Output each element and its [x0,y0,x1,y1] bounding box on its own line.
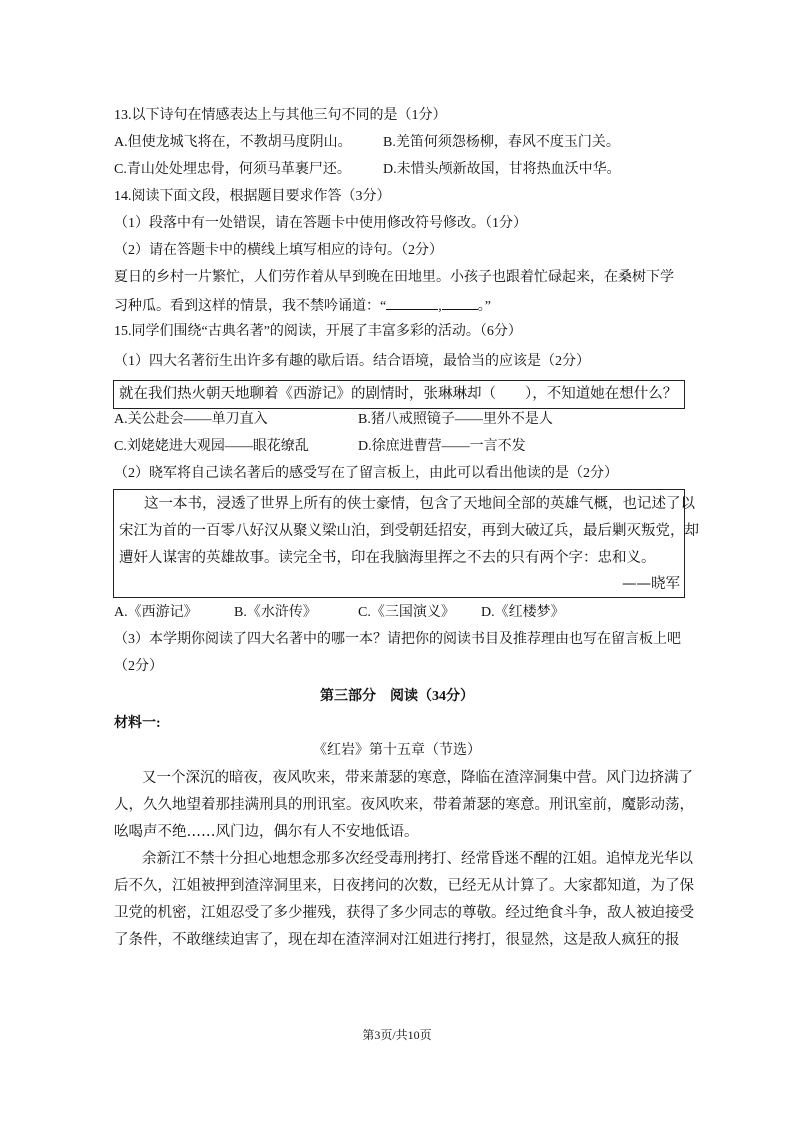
q14-paragraph-line2-start: 习种瓜。看到这样的情景，我不禁吟诵道：“ [114,299,387,314]
q15-1-option-b: B.猪八戒照镜子——里外不是人 [358,412,553,427]
article-title: 《红岩》第十五章（节选） [313,743,481,758]
q14-stem: 14.阅读下面文段，根据题目要求作答（3分） [114,189,391,204]
message-board-line1: 这一本书，浸透了世界上所有的侠士豪情，包含了天地间全部的英雄气概，也记述了以 [144,496,695,512]
q15-1-option-c: C.刘姥姥进大观园——眼花缭乱 [114,439,309,454]
article-p2-line3: 卫党的机密，江姐忍受了多少摧残，获得了多少同志的尊敬。经过绝食斗争，敌人被迫接受 [114,905,694,921]
message-board-box [113,489,699,598]
part3-heading: 第三部分 阅读（34分） [320,689,474,704]
q15-stem: 15.同学们围绕“古典名著”的阅读，开展了丰富多彩的活动。（6分） [114,324,522,339]
q15-2-option-c: C.《三国演义》 [358,605,455,620]
article-p2-line1: 余新江不禁十分担心地想念那多次经受毒刑拷打、经常昏迷不醒的江姐。追悼龙光华以 [142,851,693,867]
q14-paragraph-line2 [114,295,491,317]
q15-sub3-line2: （2分） [114,659,163,674]
q14-sub1: （1）段落中有一处错误，请在答题卡中使用修改符号修改。（1分） [114,216,527,231]
message-board-signature: ——晓军 [622,576,680,592]
article-p1-line1: 又一个深沉的暗夜，夜风吹来，带来萧瑟的寒意，降临在渣滓洞集中营。风门边挤满了 [142,770,693,786]
article-p2-line4: 了条件，不敢继续迫害了，现在却在渣滓洞对江姐进行拷打，很显然，这是敌人疯狂的报 [114,932,680,948]
message-board-line3: 遭奸人谋害的英雄故事。读完全书，印在我脑海里挥之不去的只有两个字：忠和义。 [119,550,656,566]
q15-sub3-line1: （3）本学期你阅读了四大名著中的哪一本？请把你的阅读书目及推荐理由也写在留言板上吧 [114,632,681,647]
context-box-1-text: 就在我们热火朝天地聊着《西游记》的剧情时，张琳琳却（ ），不知道她在想什么？ [119,386,678,402]
q14-paragraph-line2-end: 。” [477,299,491,314]
message-board-line2: 宋江为首的一百零八好汉从聚义梁山泊，到受朝廷招安，再到大破辽兵，最后剿灭叛党，却 [119,523,699,539]
article-p2-line2: 后不久，江姐被押到渣滓洞里来，日夜拷问的次数，已经无从计算了。大家都知道，为了保 [114,878,694,894]
q13-option-b: B.羌笛何须怨杨柳，春风不度玉门关。 [383,135,620,150]
q15-2-option-d: D.《红楼梦》 [481,605,565,620]
context-box-1 [113,380,685,409]
q13-option-c: C.青山处处埋忠骨，何须马革裹尸还。 [114,162,351,177]
q15-2-option-b: B.《水浒传》 [234,605,317,620]
q14-sub2: （2）请在答题卡中的横线上填写相应的诗句。（2分） [114,243,443,258]
q13-option-a: A.但使龙城飞将在，不教胡马度阴山。 [114,135,352,150]
q13-stem: 13.以下诗句在情感表达上与其他三句不同的是（1分） [114,108,447,123]
q15-1-option-d: D.徐庶进曹营——一言不发 [358,439,526,454]
fill-blank-1[interactable] [386,295,438,310]
page-footer: 第3页/共10页 [362,1028,432,1042]
q13-option-d: D.未惜头颅新故国，甘将热血沃中华。 [383,162,621,177]
q15-1-option-a: A.关公赴会——单刀直入 [114,412,268,427]
article-p1-line3: 吆喝声不绝……风门边，偶尔有人不安地低语。 [114,824,419,840]
material-label: 材料一: [114,716,161,731]
article-p1-line2: 人，久久地望着那挂满刑具的刑讯室。夜风吹来，带着萧瑟的寒意。刑讯室前，魔影动荡， [114,797,694,813]
fill-blank-2[interactable] [442,295,478,310]
q15-sub1: （1）四大名著衍生出许多有趣的歇后语。结合语境，最恰当的应该是（2分） [114,354,590,369]
q15-sub2: （2）晓军将自己读名著后的感受写在了留言板上，由此可以看出他读的是（2分） [114,466,618,481]
q15-2-option-a: A.《西游记》 [114,605,198,620]
q14-blank-comma: , [438,299,442,314]
q14-paragraph-line1: 夏日的乡村一片繁忙，人们劳作着从早到晚在田地里。小孩子也跟着忙碌起来，在桑树下学 [114,270,674,285]
